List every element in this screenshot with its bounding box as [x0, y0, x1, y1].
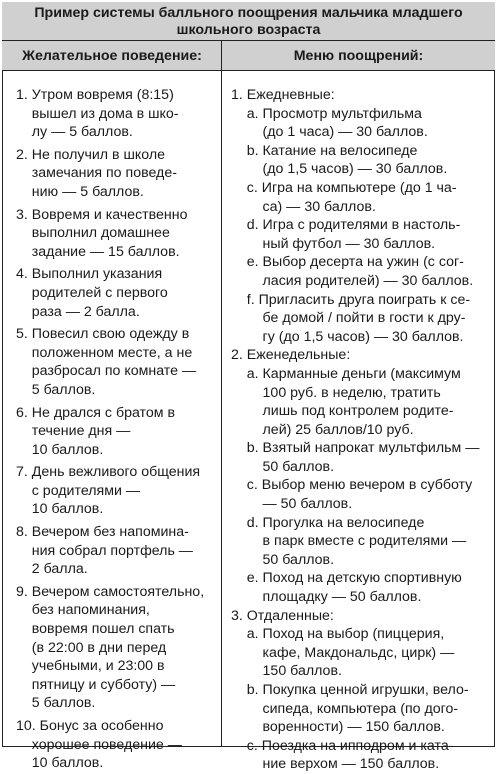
behavior-item-line: 5 баллов. [16, 695, 96, 712]
behavior-item-line: без напоминания, [16, 602, 150, 619]
reward-line: ние верхом — 150 баллов. [231, 756, 440, 773]
behavior-item-line: выполнил домашнее [16, 225, 170, 242]
reward-line: лишь под контролем родите- [231, 403, 454, 420]
reward-line: ласия родителей) — 30 баллов. [231, 272, 474, 289]
reward-line: са) — 30 баллов. [231, 198, 376, 215]
reward-line: 2. Еженедельные: [231, 347, 351, 364]
reward-line: a. Карманные деньги (максимум [231, 365, 461, 382]
reward-line: 150 баллов. [231, 663, 342, 680]
reward-line: площадку — 50 баллов. [231, 589, 422, 606]
behavior-item-line: 9. Вечером самостоятельно, [16, 583, 205, 600]
title-line-2: школьного возраста [176, 22, 321, 38]
reward-line: лей) 25 баллов/10 руб. [231, 421, 414, 438]
reward-line: c. Игра на компьютере (до 1 ча- [231, 179, 457, 196]
behavior-item-line: замечания по поведе- [16, 165, 177, 182]
behavior-item-line: 2. Не получил в школе [16, 146, 165, 163]
behavior-item-line: 1. Утром вовремя (8:15) [16, 87, 174, 103]
behavior-item-line: пятницу и субботу) — [16, 676, 176, 693]
behavior-item-line: 10 баллов. [16, 755, 104, 772]
reward-line: — 50 баллов. [231, 496, 353, 513]
reward-line: b. Покупка ценной игрушки, вело- [231, 682, 469, 698]
behavior-item [16, 146, 220, 202]
column-divider [221, 41, 222, 747]
behavior-item [16, 206, 220, 262]
behavior-item-line: 2 балла. [16, 561, 88, 578]
reward-line: a. Поход на выбор (пиццерия, [231, 626, 445, 643]
reward-line: 50 баллов. [231, 551, 335, 568]
behavior-item-line: положенном месте, а не [16, 344, 193, 361]
reward-line: c. Выбор меню вечером в субботу [231, 477, 473, 494]
behavior-item-line: родителей с первого [16, 284, 168, 301]
behavior-item-line: 3. Вовремя и качественно [16, 206, 188, 223]
behavior-item [16, 583, 220, 713]
behavior-item-line: лу — 5 баллов. [16, 124, 133, 141]
behavior-item-line: 8. Вечером без напомина- [16, 524, 189, 541]
behavior-item-line: 5 баллов. [16, 381, 96, 398]
behavior-item [16, 325, 220, 399]
behavior-item-line: (в 22:00 в дни перед [16, 639, 167, 656]
reward-line: кафе, Макдональдс, цирк) — [231, 644, 455, 661]
desired-behavior-list [16, 86, 220, 773]
reward-line: бе домой / пойти в гости к дру- [231, 310, 466, 327]
reward-menu-list [231, 86, 493, 774]
behavior-item-line: 10. Бонус за особенно [16, 718, 164, 734]
behavior-item-line: 5. Повесил свою одежду в [16, 326, 190, 343]
behavior-item [16, 86, 220, 142]
reward-line: ный футбол — 30 баллов. [231, 235, 436, 252]
reward-line: гу (до 1,5 часов) — 30 баллов. [231, 328, 464, 345]
reward-line: 50 баллов. [231, 458, 335, 475]
behavior-item [16, 404, 220, 460]
behavior-item-line: вышел из дома в шко- [16, 105, 179, 122]
behavior-item-line: раза — 2 балла. [16, 303, 140, 320]
column-header-desired-behavior: Желательное поведение: [2, 41, 222, 71]
reward-line: b. Катание на велосипеде [231, 142, 418, 159]
behavior-item-line: учебными, и 23:00 в [16, 658, 165, 675]
behavior-item-line: разбросал по комнате — [16, 363, 197, 380]
behavior-item-line: ния собрал портфель — [16, 542, 193, 559]
reward-line: 100 руб. в неделю, тратить [231, 384, 441, 401]
behavior-item-line: 10 баллов. [16, 501, 104, 518]
reward-line: e. Поход на детскую спортивную [231, 570, 462, 587]
behavior-item-line: хорошее поведение — [16, 736, 182, 753]
behavior-item-line: 4. Выполнил указания [16, 266, 163, 283]
reward-line: воренности) — 150 баллов. [231, 719, 445, 736]
reward-line: 3. Отдаленные: [231, 607, 334, 624]
reward-line: (до 1 часа) — 30 баллов. [231, 124, 428, 141]
reward-line: 1. Ежедневные: [231, 87, 335, 103]
behavior-item-line: нию — 5 баллов. [16, 183, 144, 200]
behavior-item-line: 7. День вежливого общения [16, 464, 201, 481]
column-header-reward-menu: Меню поощрений: [222, 41, 495, 71]
reward-line: a. Просмотр мультфильма [231, 105, 422, 122]
reward-line: f. Пригласить друга поиграть к се- [231, 291, 471, 308]
behavior-item-line: 10 баллов. [16, 441, 104, 458]
reward-line: сипеда, компьютера (по дого- [231, 700, 459, 717]
reward-line: в парк вместе с родителями — [231, 533, 467, 550]
behavior-item [16, 523, 220, 579]
behavior-item-line: вовремя пошел спать [16, 621, 175, 638]
reward-line: c. Поездка на ипподром и ката- [231, 737, 454, 754]
table-title [2, 2, 495, 41]
reward-line: (до 1,5 часов) — 30 баллов. [231, 161, 448, 178]
behavior-item [16, 463, 220, 519]
reward-line: b. Взятый напрокат мультфильм — [231, 440, 480, 457]
reward-line: d. Игра с родителями в настоль- [231, 217, 461, 234]
behavior-item-line: течение дня — [16, 423, 131, 440]
behavior-item [16, 265, 220, 321]
reward-line: d. Прогулка на велосипеде [231, 514, 425, 531]
behavior-item [16, 717, 220, 773]
behavior-item-line: с родителями — [16, 482, 141, 499]
title-line-1: Пример системы балльного поощрения мальчика младшего [34, 5, 463, 21]
behavior-item-line: 6. Не дрался с братом в [16, 404, 175, 421]
behavior-item-line: задание — 15 баллов. [16, 243, 180, 260]
reward-line: e. Выбор десерта на ужин (с сог- [231, 254, 464, 271]
